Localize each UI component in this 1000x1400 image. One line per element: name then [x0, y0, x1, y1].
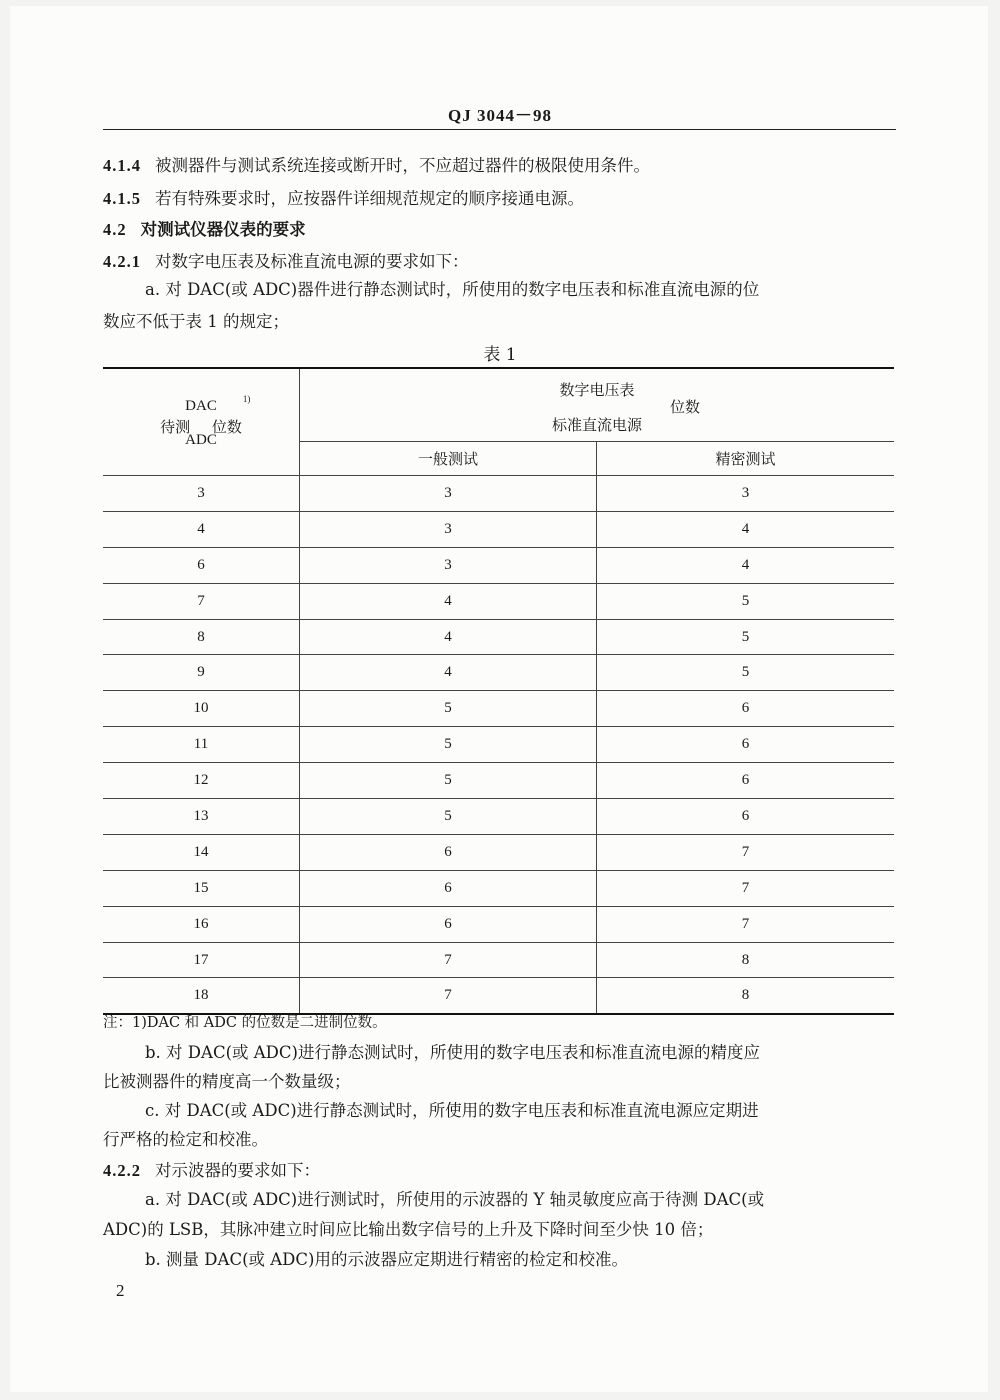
- header-instrument-bits: [300, 368, 895, 442]
- cell-general-test: 4: [300, 655, 597, 691]
- clause-number: 4.2.1: [103, 252, 141, 271]
- page-number: 2: [116, 1281, 125, 1300]
- cell-general-test: 6: [300, 834, 597, 870]
- cell-general-test: 3: [300, 476, 597, 512]
- clause-text: 若有特殊要求时，应按器件详细规范规定的顺序接通电源。: [155, 189, 584, 208]
- cell-device-bits: 14: [103, 834, 300, 870]
- item-a1-line2: 数应不低于表 1 的规定；: [103, 312, 289, 331]
- cell-general-test: 6: [300, 906, 597, 942]
- bit-count-table: [103, 367, 894, 1015]
- cell-precise-test: 5: [597, 655, 895, 691]
- cell-device-bits: 9: [103, 655, 300, 691]
- section-title: 对测试仪器仪表的要求: [140, 220, 306, 239]
- cell-general-test: 6: [300, 870, 597, 906]
- cell-device-bits: 3: [103, 476, 300, 512]
- footnote-marker: 1): [242, 393, 251, 404]
- item-c1-line2: 行严格的检定和校准。: [103, 1130, 268, 1149]
- section-4-2-heading: [103, 216, 306, 240]
- cell-general-test: 5: [300, 763, 597, 799]
- table-row: [103, 655, 894, 691]
- cell-precise-test: 6: [597, 727, 895, 763]
- cell-device-bits: 4: [103, 511, 300, 547]
- cell-precise-test: 6: [597, 691, 895, 727]
- table-body: [103, 476, 894, 1015]
- cell-precise-test: 6: [597, 763, 895, 799]
- header-device-bits: [103, 368, 300, 476]
- item-b1-line1: b. 对 DAC(或 ADC)进行静态测试时，所使用的数字电压表和标准直流电源的精度应: [145, 1043, 760, 1062]
- clause-text: 被测器件与测试系统连接或断开时，不应超过器件的极限使用条件。: [155, 156, 650, 175]
- table-row: [103, 978, 894, 1014]
- table-row: [103, 511, 894, 547]
- cell-general-test: 4: [300, 583, 597, 619]
- cell-general-test: 5: [300, 691, 597, 727]
- cell-general-test: 7: [300, 942, 597, 978]
- clause-text: 对数字电压表及标准直流电源的要求如下：: [155, 252, 469, 271]
- header-general-test: 一般测试: [300, 442, 597, 476]
- header-precise-test: 精密测试: [597, 442, 895, 476]
- table-row: [103, 799, 894, 835]
- header-rule: [103, 129, 896, 130]
- table-row: [103, 727, 894, 763]
- clause-text: 对示波器的要求如下：: [155, 1161, 320, 1180]
- cell-device-bits: 18: [103, 978, 300, 1014]
- cell-precise-test: 8: [597, 942, 895, 978]
- header-dvm-label: 数字电压表: [559, 383, 635, 399]
- table-row: [103, 942, 894, 978]
- header-bits-label: 位数: [211, 419, 242, 436]
- table-row: [103, 870, 894, 906]
- cell-precise-test: 5: [597, 619, 895, 655]
- cell-general-test: 3: [300, 511, 597, 547]
- table-row: [103, 763, 894, 799]
- cell-precise-test: 7: [597, 906, 895, 942]
- cell-precise-test: 4: [597, 547, 895, 583]
- clause-4-1-5: [103, 185, 584, 209]
- clause-number: 4.1.4: [103, 156, 141, 175]
- cell-general-test: 3: [300, 547, 597, 583]
- header-adc-label: ADC: [185, 431, 217, 448]
- cell-precise-test: 8: [597, 978, 895, 1014]
- table-row: [103, 619, 894, 655]
- table-row: [103, 834, 894, 870]
- item-c1-line1: c. 对 DAC(或 ADC)进行静态测试时，所使用的数字电压表和标准直流电源应定期进: [145, 1101, 759, 1120]
- section-number: 4.2: [103, 220, 127, 239]
- table-footnote: 注：1)DAC 和 ADC 的位数是二进制位数。: [103, 1015, 387, 1031]
- table-row: [103, 476, 894, 512]
- cell-device-bits: 10: [103, 691, 300, 727]
- cell-device-bits: 16: [103, 906, 300, 942]
- clause-4-2-2: [103, 1157, 320, 1181]
- table-row: [103, 906, 894, 942]
- cell-precise-test: 3: [597, 476, 895, 512]
- cell-precise-test: 7: [597, 834, 895, 870]
- cell-device-bits: 12: [103, 763, 300, 799]
- item-a2-line1: a. 对 DAC(或 ADC)进行测试时，所使用的示波器的 Y 轴灵敏度应高于待测 DAC(或: [145, 1190, 765, 1209]
- clause-number: 4.1.5: [103, 189, 141, 208]
- cell-device-bits: 7: [103, 583, 300, 619]
- clause-4-2-1: [103, 248, 469, 272]
- cell-general-test: 4: [300, 619, 597, 655]
- header-dc-source-label: 标准直流电源: [551, 418, 642, 434]
- cell-general-test: 7: [300, 978, 597, 1014]
- cell-device-bits: 17: [103, 942, 300, 978]
- cell-precise-test: 4: [597, 511, 895, 547]
- cell-precise-test: 6: [597, 799, 895, 835]
- table-row: [103, 691, 894, 727]
- cell-general-test: 5: [300, 799, 597, 835]
- clause-4-1-4: [103, 152, 650, 176]
- cell-precise-test: 5: [597, 583, 895, 619]
- clause-number: 4.2.2: [103, 1161, 141, 1180]
- cell-device-bits: 13: [103, 799, 300, 835]
- table-row: [103, 583, 894, 619]
- cell-device-bits: 11: [103, 727, 300, 763]
- header-dac-label: DAC: [185, 397, 217, 414]
- cell-device-bits: 8: [103, 619, 300, 655]
- cell-device-bits: 15: [103, 870, 300, 906]
- header-under-test-label: 待测: [160, 419, 191, 436]
- cell-general-test: 5: [300, 727, 597, 763]
- item-a2-line2: ADC)的 LSB，其脉冲建立时间应比输出数字信号的上升及下降时间至少快 10 倍；: [103, 1220, 714, 1239]
- item-a1-line1: a. 对 DAC(或 ADC)器件进行静态测试时，所使用的数字电压表和标准直流电源的位: [145, 280, 760, 299]
- header-instrument-bits-label: 位数: [670, 400, 701, 416]
- cell-device-bits: 6: [103, 547, 300, 583]
- cell-precise-test: 7: [597, 870, 895, 906]
- table-row: [103, 547, 894, 583]
- item-b1-line2: 比被测器件的精度高一个数量级；: [103, 1072, 351, 1091]
- standard-code-header: QJ 3044－98: [448, 106, 552, 125]
- item-b2-line1: b. 测量 DAC(或 ADC)用的示波器应定期进行精密的检定和校准。: [145, 1250, 628, 1269]
- table-caption: 表 1: [483, 345, 517, 365]
